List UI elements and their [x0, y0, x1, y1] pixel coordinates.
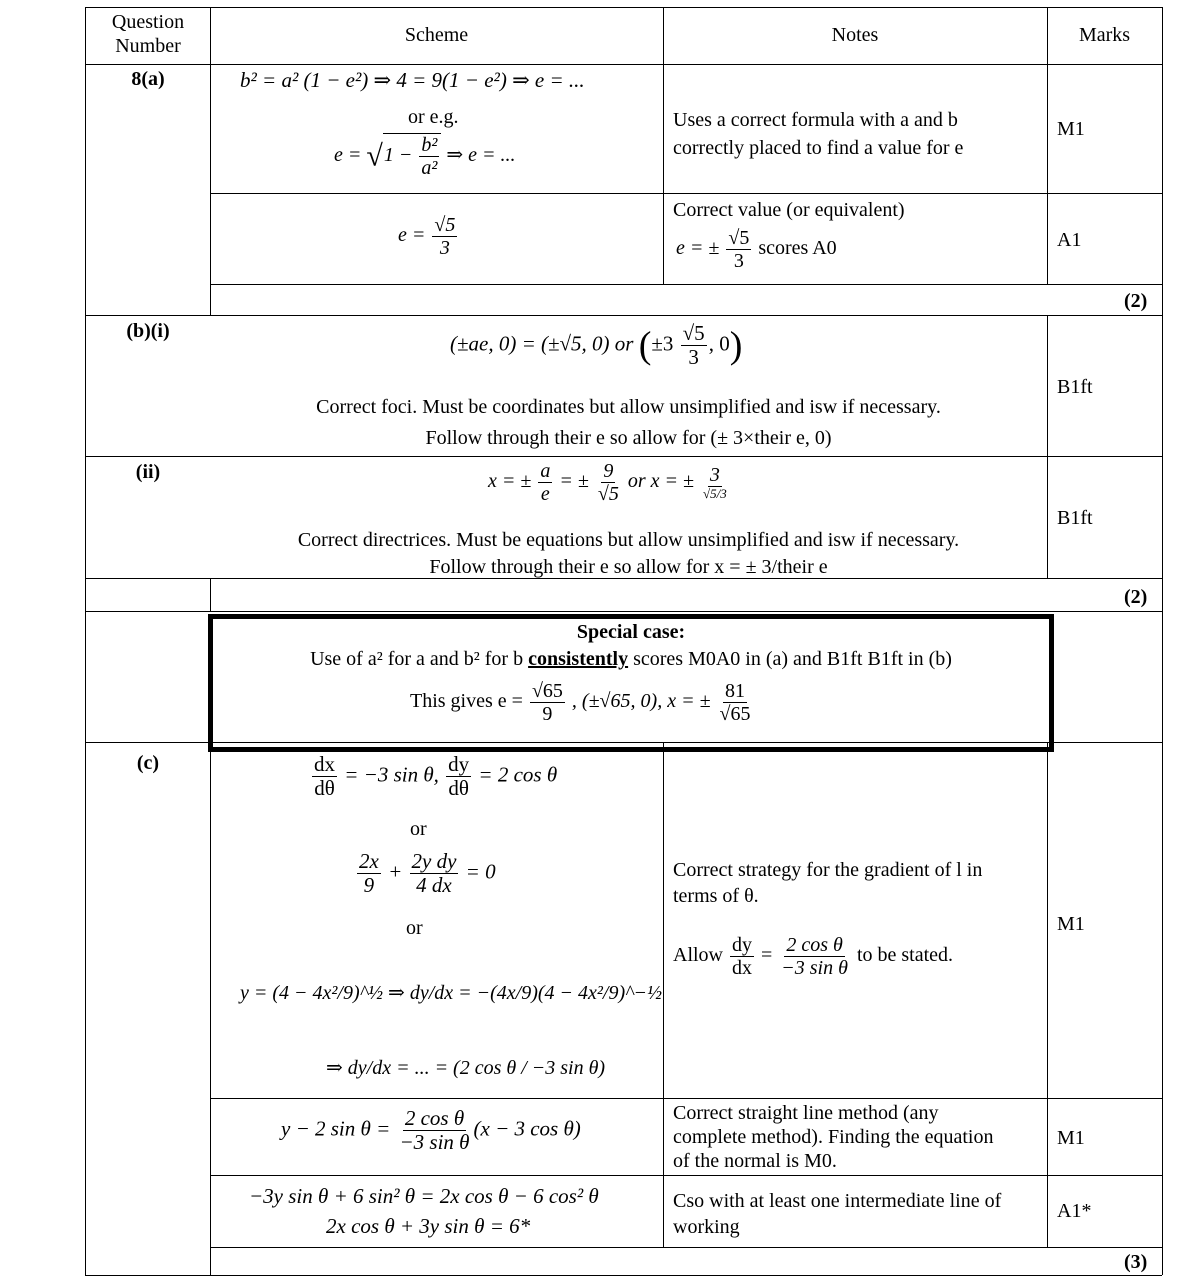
special-line1	[213, 648, 1049, 671]
formula-or: or x = ±	[627, 470, 694, 493]
rule	[85, 1275, 1162, 1276]
part-label-a: 8(a)	[131, 68, 165, 90]
frac-num: dy	[448, 752, 470, 776]
note-allow: Allow	[673, 944, 723, 967]
rule	[663, 1098, 1162, 1099]
rule	[210, 193, 1162, 194]
formula-lhs: e =	[398, 224, 426, 247]
formula-rhs: (x − 3 cos θ)	[473, 1116, 581, 1141]
scheme-bi-line1: Correct foci. Must be coordinates but allow unsimplified and isw if necessary.	[316, 396, 941, 418]
total-a: (2)	[1124, 290, 1148, 312]
formula-lhs: e = ±	[676, 237, 720, 260]
mark-a-2: A1	[1057, 229, 1082, 251]
scheme-c-4: ⇒ dy/dx = ... = (2 cos θ / −3 sin θ)	[326, 1057, 606, 1079]
frac-den: −3 sin θ	[781, 957, 848, 979]
special-line2-mid: , (±√65, 0), x = ±	[571, 690, 711, 713]
header-question-line: Question	[111, 11, 185, 33]
scheme-a-value	[398, 214, 459, 259]
note-c-1	[673, 857, 982, 909]
formula-main: (±ae, 0) = (±√5, 0) or	[450, 331, 634, 356]
rule	[663, 7, 664, 284]
scheme-bi-line2: Follow through their e so allow for (± 3×their e, 0)	[425, 427, 832, 449]
formula-tail: , 0	[708, 331, 730, 356]
note-c-3	[673, 1188, 1001, 1240]
note-a-1	[673, 106, 963, 162]
frac-num: dx	[314, 752, 335, 776]
scheme-c-6-line2: 2x cos θ + 3y sin θ = 6*	[326, 1214, 531, 1238]
special-line1-pre: Use of a² for a and b² for b	[310, 648, 524, 670]
formula-rhs: scores A0	[758, 237, 837, 260]
rule	[85, 456, 1162, 457]
frac-num: 9	[603, 460, 614, 482]
frac-num: b²	[421, 134, 438, 156]
mark-bi: B1ft	[1057, 376, 1093, 398]
frac-num: √65	[531, 680, 563, 702]
formula-lhs: x = ±	[488, 470, 532, 493]
formula-end: = 2 cos θ	[478, 762, 558, 787]
special-line2-pre: This gives e =	[410, 690, 523, 713]
note-line: complete method). Finding the equation	[673, 1126, 994, 1148]
note-line: Correct strategy for the gradient of l in	[673, 859, 983, 881]
frac-num: 2x	[359, 849, 379, 873]
frac-num: dy	[732, 934, 752, 956]
scheme-a-line1: b² = a² (1 − e²) ⇒ 4 = 9(1 − e²) ⇒ e = ...	[240, 68, 585, 92]
scheme-bii-formula	[488, 460, 731, 505]
note-end: to be stated.	[856, 944, 954, 967]
frac-num: 2 cos θ	[404, 1106, 465, 1130]
note-a-2-formula	[676, 227, 837, 272]
formula-mid: = −3 sin θ,	[344, 762, 439, 787]
scheme-a-formula: e = √1 − $\frac{\text{b²}}{\text{a²}}$ ⇒ e = ...	[334, 134, 516, 179]
rule	[85, 7, 86, 1275]
note-line: Correct straight line method (any	[673, 1102, 939, 1124]
rule	[85, 315, 1162, 316]
frac-num: 3	[709, 463, 720, 486]
note-line: Cso with at least one intermediate line of	[673, 1190, 1002, 1212]
part-label-bii: (ii)	[135, 461, 161, 483]
scheme-c-or2: or	[406, 917, 423, 939]
scheme-c-1	[310, 753, 557, 800]
frac-num: √5	[682, 321, 705, 345]
scheme-bi-formula: (±ae, 0) = (±√5, 0) or (±3 $\frac{√5}{3}$ , 0)	[450, 321, 743, 370]
frac-den: −3 sin θ	[399, 1130, 470, 1155]
frac-den: 9	[542, 703, 553, 725]
formula-mid: = ±	[559, 470, 589, 493]
formula-lhs: e =	[334, 144, 362, 167]
note-line: terms of θ.	[673, 885, 759, 907]
rule	[210, 578, 211, 611]
formula-end: = 0	[465, 859, 496, 884]
scheme-c-3: y = (4 − 4x²/9)^½ ⇒ dy/dx = −(4x/9)(4 − 4x²/9)^−½	[240, 982, 663, 1004]
special-line2	[410, 680, 755, 725]
rule	[210, 1098, 663, 1099]
header-notes: Notes	[831, 24, 879, 46]
mark-c-2: M1	[1057, 1127, 1085, 1149]
part-label-c: (c)	[136, 752, 160, 774]
note-line: Uses a correct formula with a and b	[673, 109, 958, 131]
rule	[210, 1247, 1162, 1248]
part-label-bi: (b)(i)	[126, 320, 170, 342]
formula-lhs: ±3	[651, 331, 674, 356]
rule	[210, 1175, 1162, 1176]
formula-plus: +	[388, 859, 403, 884]
rule	[210, 7, 211, 315]
note-c-2	[673, 1101, 994, 1173]
formula-lhs: y − 2 sin θ =	[281, 1116, 391, 1141]
frac-num: √5	[434, 214, 456, 236]
formula-rhs: ⇒ e = ...	[446, 144, 516, 167]
note-line: working	[673, 1216, 740, 1238]
frac-den: dθ	[448, 776, 469, 801]
special-line1-post: scores M0A0 in (a) and B1ft B1ft in (b)	[633, 648, 952, 670]
mark-c-3: A1*	[1057, 1200, 1092, 1222]
frac-num: 81	[725, 680, 746, 702]
scheme-bii-line2: Follow through their e so allow for x = ± 3/their e	[429, 556, 828, 578]
header-number-line: Number	[115, 35, 181, 57]
special-title: Special case:	[576, 621, 686, 643]
rule	[85, 611, 1162, 612]
scheme-bii-line1: Correct directrices. Must be equations but allow unsimplified and isw if necessary.	[297, 529, 960, 551]
rule	[1047, 315, 1048, 578]
header-scheme: Scheme	[404, 24, 469, 46]
mark-a-1: M1	[1057, 118, 1085, 140]
rule	[663, 742, 664, 1247]
scheme-a-or: or e.g.	[408, 106, 459, 128]
frac-num: 2 cos θ	[786, 934, 843, 956]
frac-den: √65	[719, 703, 751, 725]
total-c: (3)	[1124, 1251, 1148, 1273]
frac-den: 3	[688, 345, 699, 370]
frac-num: a	[540, 460, 551, 482]
frac-den: dθ	[314, 776, 335, 801]
scheme-c-or1: or	[410, 818, 427, 840]
total-b: (2)	[1124, 586, 1148, 608]
frac-den: √5	[597, 483, 619, 505]
frac-den: 9	[363, 873, 375, 898]
rule	[1047, 7, 1048, 284]
frac-num: √5	[728, 227, 750, 249]
frac-den: dx	[732, 957, 752, 979]
scheme-c-2	[355, 850, 496, 897]
note-a-2-line1: Correct value (or equivalent)	[673, 199, 905, 221]
header-marks: Marks	[1078, 24, 1131, 46]
rule	[85, 64, 1162, 65]
mark-bii: B1ft	[1057, 507, 1093, 529]
note-c-allow: Allow $\frac{dy}{dx}$ = $\frac{\text{2 cos θ}}{\text{−3 sin θ}}$ to be stated.	[673, 934, 954, 979]
scheme-c-5	[281, 1107, 581, 1154]
scheme-c-6-line1: −3y sin θ + 6 sin² θ = 2x cos θ − 6 cos² θ	[249, 1184, 599, 1208]
rule	[1047, 742, 1048, 1247]
note-line: of the normal is M0.	[673, 1150, 837, 1172]
frac-den: e	[540, 483, 550, 505]
frac-den: √5/3	[702, 485, 727, 501]
rule	[1162, 7, 1163, 1275]
frac-den: 4 dx	[416, 873, 452, 898]
header-question-number	[86, 10, 210, 58]
frac-num: 2y dy	[411, 849, 457, 873]
frac-den: 3	[733, 250, 744, 272]
special-line1-emph: consistently	[528, 648, 629, 670]
frac-den: 3	[439, 237, 450, 259]
rule	[85, 7, 1162, 8]
mark-c-1: M1	[1057, 913, 1085, 935]
rule	[210, 742, 211, 1275]
note-line: correctly placed to find a value for e	[673, 137, 964, 159]
rule	[210, 284, 1162, 285]
frac-den: a²	[421, 157, 438, 179]
